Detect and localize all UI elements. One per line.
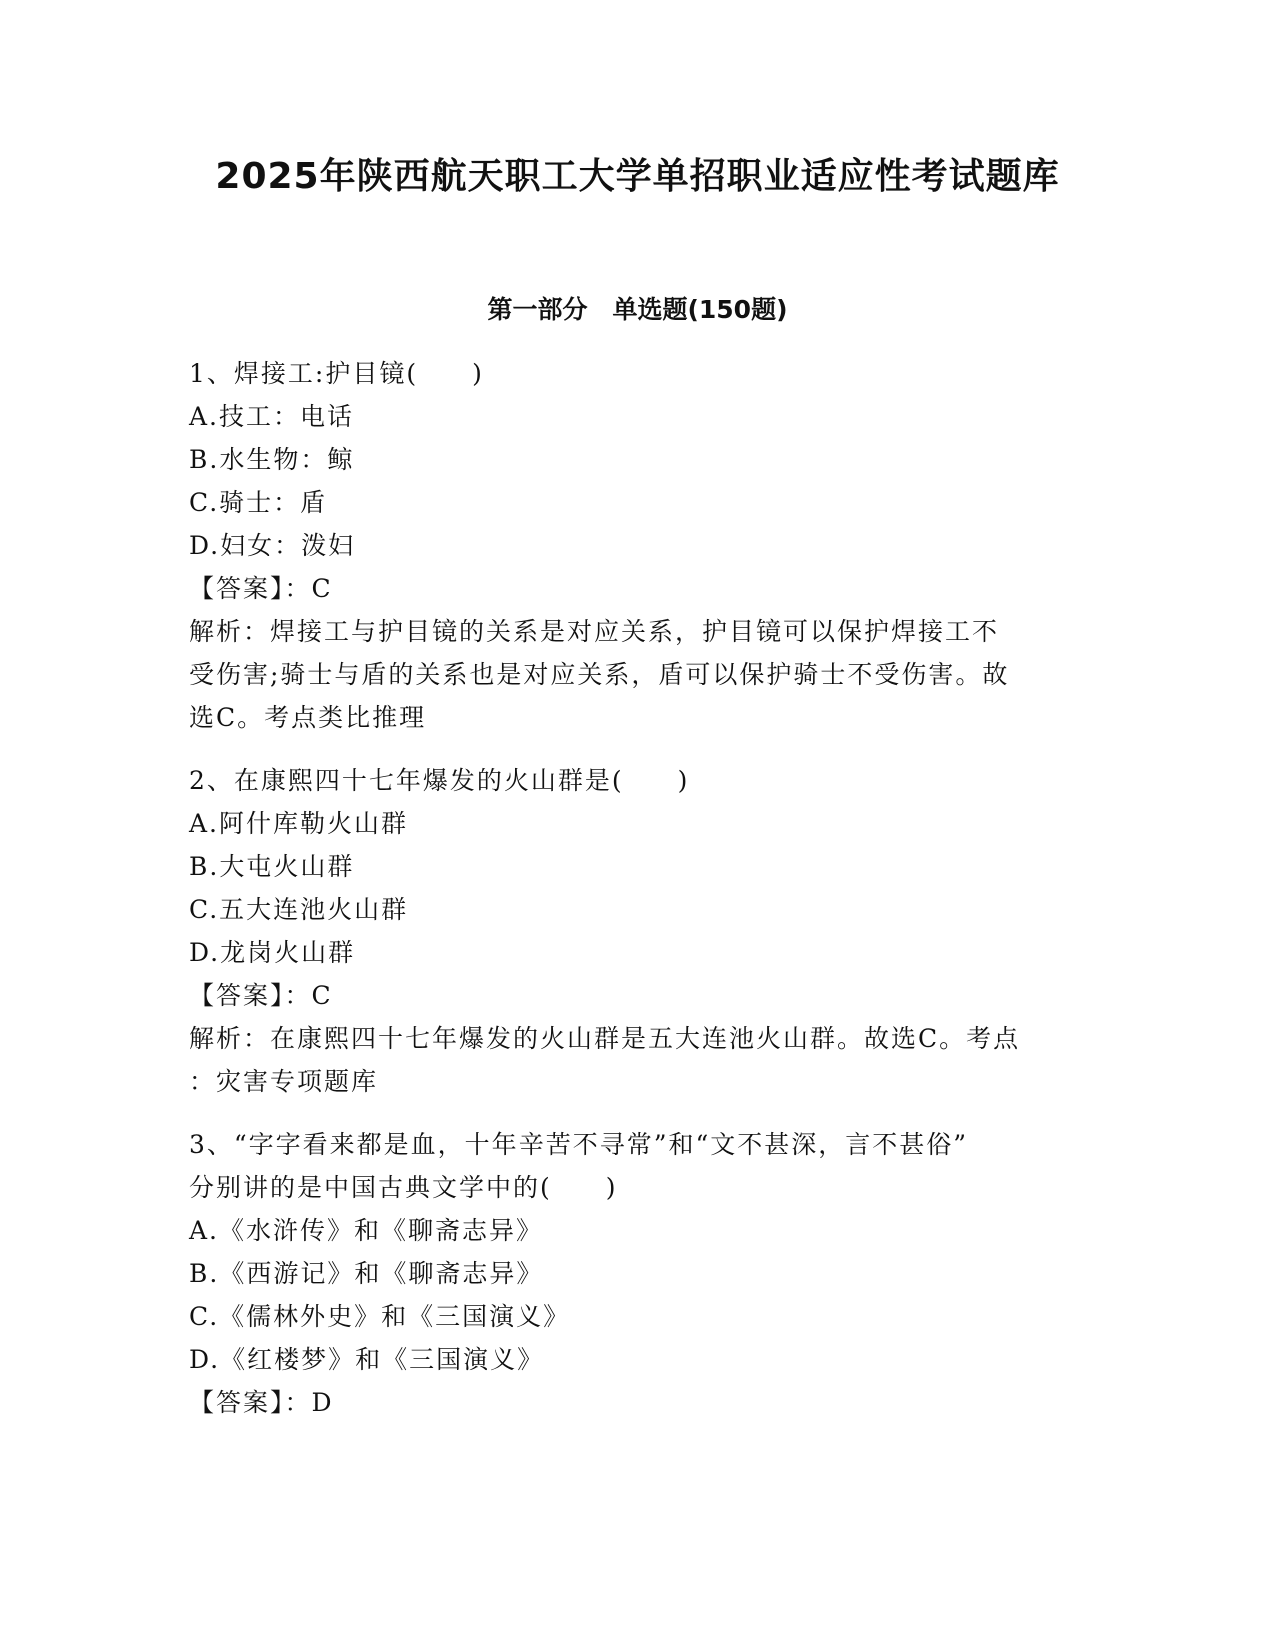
option-a: A.技工：电话 bbox=[189, 402, 355, 431]
question-stem: 1、焊接工:护目镜( ) bbox=[189, 359, 484, 388]
question-stem: 2、在康熙四十七年爆发的火山群是( ) bbox=[189, 766, 690, 795]
answer-label: 【答案】：D bbox=[189, 1388, 334, 1417]
option-b: B.《西游记》和《聊斋志异》 bbox=[189, 1259, 544, 1288]
option-d: D.《红楼梦》和《三国演义》 bbox=[189, 1345, 545, 1374]
answer-label: 【答案】：C bbox=[189, 981, 333, 1010]
analysis-line: 解析：焊接工与护目镜的关系是对应关系，护目镜可以保护焊接工不 bbox=[189, 617, 1000, 646]
analysis-line: 受伤害;骑士与盾的关系也是对应关系，盾可以保护骑士不受伤害。故 bbox=[189, 660, 1010, 689]
analysis-line: 解析：在康熙四十七年爆发的火山群是五大连池火山群。故选C。考点 bbox=[189, 1024, 1021, 1053]
option-b: B.大屯火山群 bbox=[189, 852, 355, 881]
section-heading: 第一部分 单选题(150题) bbox=[487, 295, 788, 324]
option-d: D.妇女：泼妇 bbox=[189, 531, 356, 560]
document-title: 2025年陕西航天职工大学单招职业适应性考试题库 bbox=[215, 156, 1060, 197]
question-2 bbox=[189, 759, 1089, 1103]
option-c: C.五大连池火山群 bbox=[189, 895, 409, 924]
answer-label: 【答案】：C bbox=[189, 574, 333, 603]
analysis-line: ：灾害专项题库 bbox=[189, 1067, 379, 1096]
option-c: C.骑士：盾 bbox=[189, 488, 328, 517]
option-d: D.龙岗火山群 bbox=[189, 938, 356, 967]
question-1 bbox=[189, 352, 1089, 739]
option-a: A.阿什库勒火山群 bbox=[189, 809, 409, 838]
question-list bbox=[189, 352, 1089, 1444]
option-c: C.《儒林外史》和《三国演义》 bbox=[189, 1302, 571, 1331]
question-stem: 3、“字字看来都是血，十年辛苦不寻常”和“文不甚深，言不甚俗” bbox=[189, 1130, 969, 1159]
question-3 bbox=[189, 1123, 1089, 1424]
option-b: B.水生物：鲸 bbox=[189, 445, 355, 474]
question-stem: 分别讲的是中国古典文学中的( ) bbox=[189, 1173, 618, 1202]
option-a: A.《水浒传》和《聊斋志异》 bbox=[189, 1216, 544, 1245]
analysis-line: 选C。考点类比推理 bbox=[189, 703, 427, 732]
